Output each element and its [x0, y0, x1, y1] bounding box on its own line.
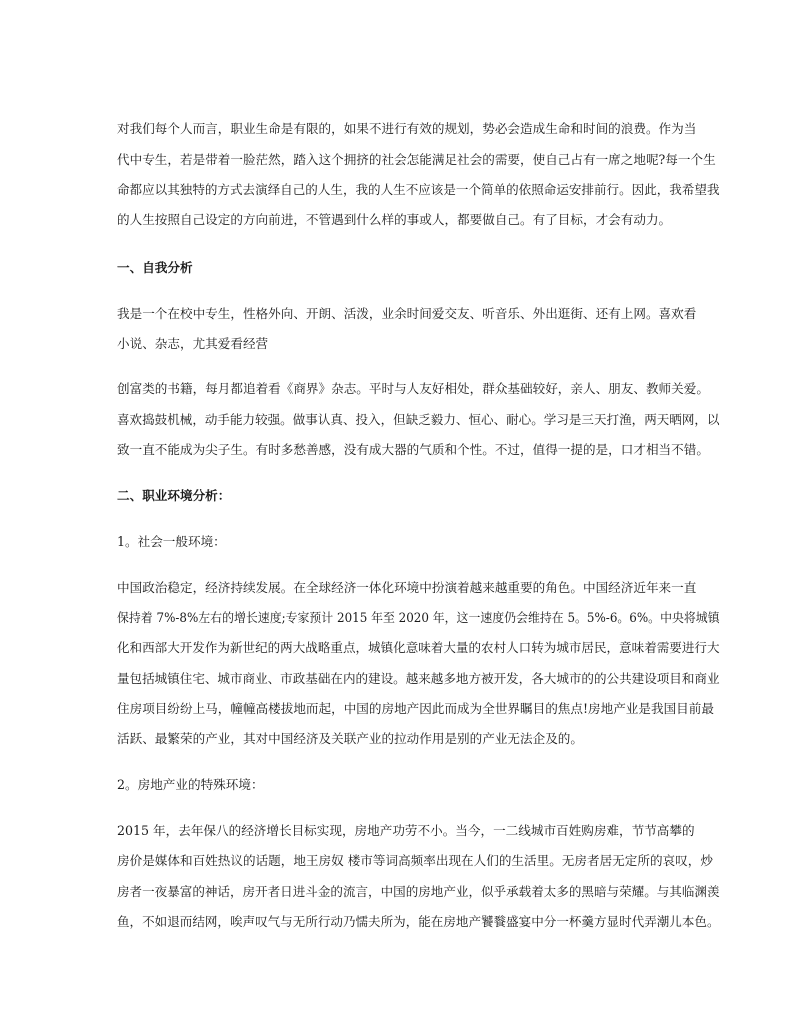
env-para2-line-4: 鱼，不如退而结网，唉声叹气与无所行动乃懦夫所为，能在房地产饕餮盛宴中分一杯羹方显时代弄潮儿本色。: [117, 914, 720, 929]
intro-line-2: 代中专生，若是带着一脸茫然，踏入这个拥挤的社会怎能满足社会的需要，使自己占有一席之地呢?每一个生: [117, 152, 716, 167]
self-para1-line-1: 我是一个在校中专生，性格外向、开朗、活泼，业余时间爱交友、听音乐、外出逛街、还有上网。喜欢看: [117, 306, 697, 321]
env-para1-line-5: 住房项目纷纷上马，幢幢高楼拔地而起，中国的房地产因此而成为全世界瞩目的焦点!房地产业是我国目前最: [117, 701, 714, 716]
self-para1-line-2: 小说、杂志，尤其爱看经营: [117, 336, 269, 351]
self-para2-line-3: 致一直不能成为尖子生。有时多愁善感，没有成大器的气质和个性。不过，值得一提的是，口才相当不错。: [117, 442, 709, 457]
env-para2-line-2: 房价是媒体和百姓热议的话题，地王房奴 楼市等词高频率出现在人们的生活里。无房者居无定所的哀叹，炒: [117, 853, 713, 868]
env-para2-line-3: 房者一夜暴富的神话，房开者日进斗金的流言，中国的房地产业，似乎承载着太多的黑暗与荣耀。与其临渊羡: [117, 884, 720, 899]
self-para2-line-2: 喜欢捣鼓机械，动手能力较强。做事认真、投入，但缺乏毅力、恒心、耐心。学习是三天打渔，两天晒网，以: [117, 412, 720, 427]
env-para1-line-4: 量包括城镇住宅、城市商业、市政基础在内的建设。越来越多地方被开发，各大城市的的公共建设项目和商业: [117, 671, 720, 686]
subheading-general-environment: 1。社会一般环境：: [117, 534, 226, 549]
intro-line-1: 对我们每个人而言，职业生命是有限的，如果不进行有效的规划，势必会造成生命和时间的浪费。作为当: [117, 121, 697, 136]
env-para1-line-3: 化和西部大开发作为新世纪的两大战略重点，城镇化意味着大量的农村人口转为城市居民，意味着需要进行大: [117, 640, 720, 655]
env-para1-line-6: 活跃、最繁荣的产业，其对中国经济及关联产业的拉动作用是别的产业无法企及的。: [117, 731, 583, 746]
subheading-real-estate-environment: 2。房地产业的特殊环境：: [117, 777, 264, 792]
env-para1-line-2: 保持着 7%-8%左右的增长速度;专家预计 2015 年至 2020 年，这一速度仍会维持在 5。5%-6。6%。中央将城镇: [117, 610, 720, 625]
env-para1-line-1: 中国政治稳定，经济持续发展。在全球经济一体化环境中扮演着越来越重要的角色。中国经济近年来一直: [117, 580, 697, 595]
intro-line-3: 命都应以其独特的方式去演绎自己的人生，我的人生不应该是一个简单的依照命运安排前行。因此，我希望我: [117, 182, 720, 197]
self-para2-line-1: 创富类的书籍，每月都追着看《商界》杂志。平时与人友好相处，群众基础较好，亲人、朋友、教师关爱。: [117, 381, 709, 396]
env-para2-line-1: 2015 年，去年保八的经济增长目标实现，房地产功劳不小。当今，一二线城市百姓购房难，节节高攀的: [117, 823, 695, 838]
section-heading-self-analysis: 一、自我分析: [117, 260, 193, 275]
section-heading-career-environment: 二、职业环境分析：: [117, 488, 231, 503]
intro-line-4: 的人生按照自己设定的方向前进，不管遇到什么样的事或人，都要做自己。有了目标，才会有动力。: [117, 212, 672, 227]
